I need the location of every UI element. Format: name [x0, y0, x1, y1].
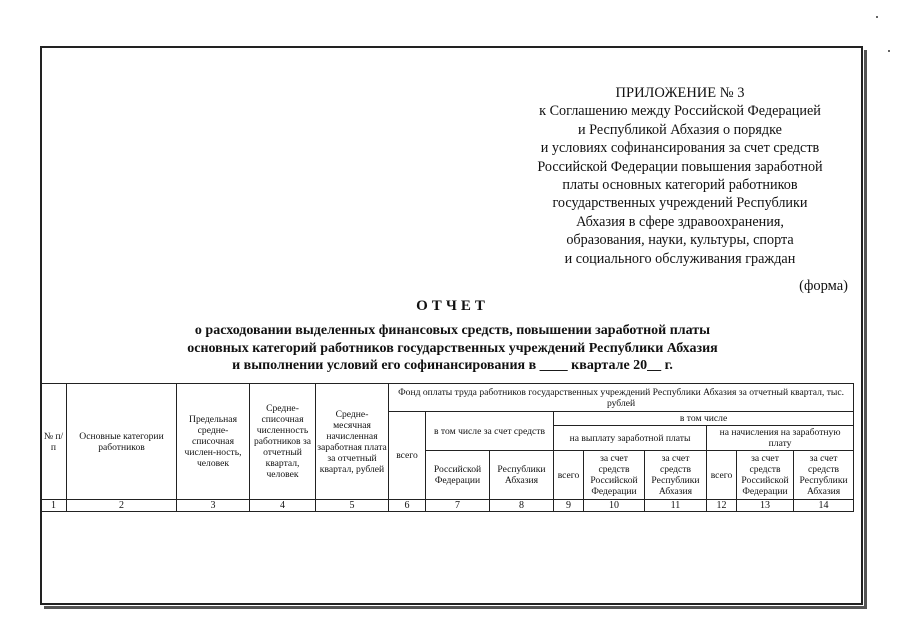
appendix-block — [510, 84, 850, 268]
header-wage-accruals: на начисления на заработную плату — [707, 426, 854, 451]
header-total: всего — [389, 412, 426, 500]
appendix-line: и социального обслуживания граждан — [564, 250, 796, 267]
header-incl-sources: в том числе за счет средств — [426, 412, 554, 451]
report-subtitle-line: основных категорий работников государственных учреждений Республики Абхазия — [187, 340, 718, 356]
appendix-line: платы основных категорий работников — [562, 177, 798, 194]
form-label: (форма) — [799, 278, 848, 294]
header-headcount-limit: Предельная средне-списочная числен-ность, человек — [177, 384, 250, 500]
appendix-line: Российской Федерации повышения заработной — [537, 158, 823, 175]
appendix-heading: ПРИЛОЖЕНИЕ № 3 — [615, 85, 745, 101]
appendix-line: образования, науки, культуры, спорта — [566, 232, 794, 249]
header-wage-payment: на выплату заработной платы — [554, 426, 707, 451]
appendix-line: и условиях софинансирования за счет средств — [540, 140, 820, 157]
header-incl: в том числе — [554, 412, 854, 426]
header-categories: Основные категории работников — [67, 384, 177, 500]
column-number: 14 — [794, 500, 854, 512]
scan-speck — [888, 50, 890, 52]
column-number: 10 — [584, 500, 645, 512]
report-subtitle-line: и выполнении условий его софинансирования в ____ квартале 20__ г. — [232, 358, 673, 373]
appendix-line: и Республикой Абхазия о порядке — [578, 121, 782, 138]
header-wage-total: всего — [554, 451, 584, 500]
header-abkhazia: Республики Абхазия — [490, 451, 554, 500]
column-number: 8 — [490, 500, 554, 512]
header-wage-abkhazia-funds: за счет средств Республики Абхазия — [645, 451, 707, 500]
report-subtitle-line: о расходовании выделенных финансовых средств, повышении заработной платы — [194, 323, 711, 338]
header-accrual-abkhazia-funds: за счет средств Республики Абхазия — [794, 451, 854, 500]
header-accrual-total: всего — [707, 451, 737, 500]
appendix-line: к Соглашению между Российской Федерацией — [539, 103, 821, 120]
column-number: 9 — [554, 500, 584, 512]
header-avg-salary: Средне-месячная начисленная заработная плата за отчетный квартал, рублей — [316, 384, 389, 500]
report-subtitle — [150, 322, 755, 375]
header-no: № п/п — [41, 384, 67, 500]
column-number: 1 — [41, 500, 67, 512]
header-avg-headcount: Средне-списочная численность работников за отчетный квартал, человек — [250, 384, 316, 500]
appendix-line: государственных учреждений Республики — [552, 195, 808, 212]
header-russia: Российской Федерации — [426, 451, 490, 500]
header-wage-russia-funds: за счет средств Российской Федерации — [584, 451, 645, 500]
column-number: 13 — [737, 500, 794, 512]
report-table — [40, 383, 854, 512]
column-number: 7 — [426, 500, 490, 512]
appendix-line: Абхазия в сфере здравоохранения, — [576, 213, 784, 230]
column-number: 3 — [177, 500, 250, 512]
column-number: 6 — [389, 500, 426, 512]
column-number: 12 — [707, 500, 737, 512]
frame-shadow-bottom — [44, 606, 865, 609]
column-number: 5 — [316, 500, 389, 512]
scan-speck — [876, 16, 878, 18]
report-title: ОТЧЕТ — [416, 298, 489, 314]
header-accrual-russia-funds: за счет средств Российской Федерации — [737, 451, 794, 500]
column-number: 11 — [645, 500, 707, 512]
column-number: 2 — [67, 500, 177, 512]
header-fund: Фонд оплаты труда работников государственных учреждений Республики Абхазия за отчетный квартал, тыс. рублей — [389, 384, 854, 412]
column-number: 4 — [250, 500, 316, 512]
frame-shadow-right — [864, 50, 867, 609]
